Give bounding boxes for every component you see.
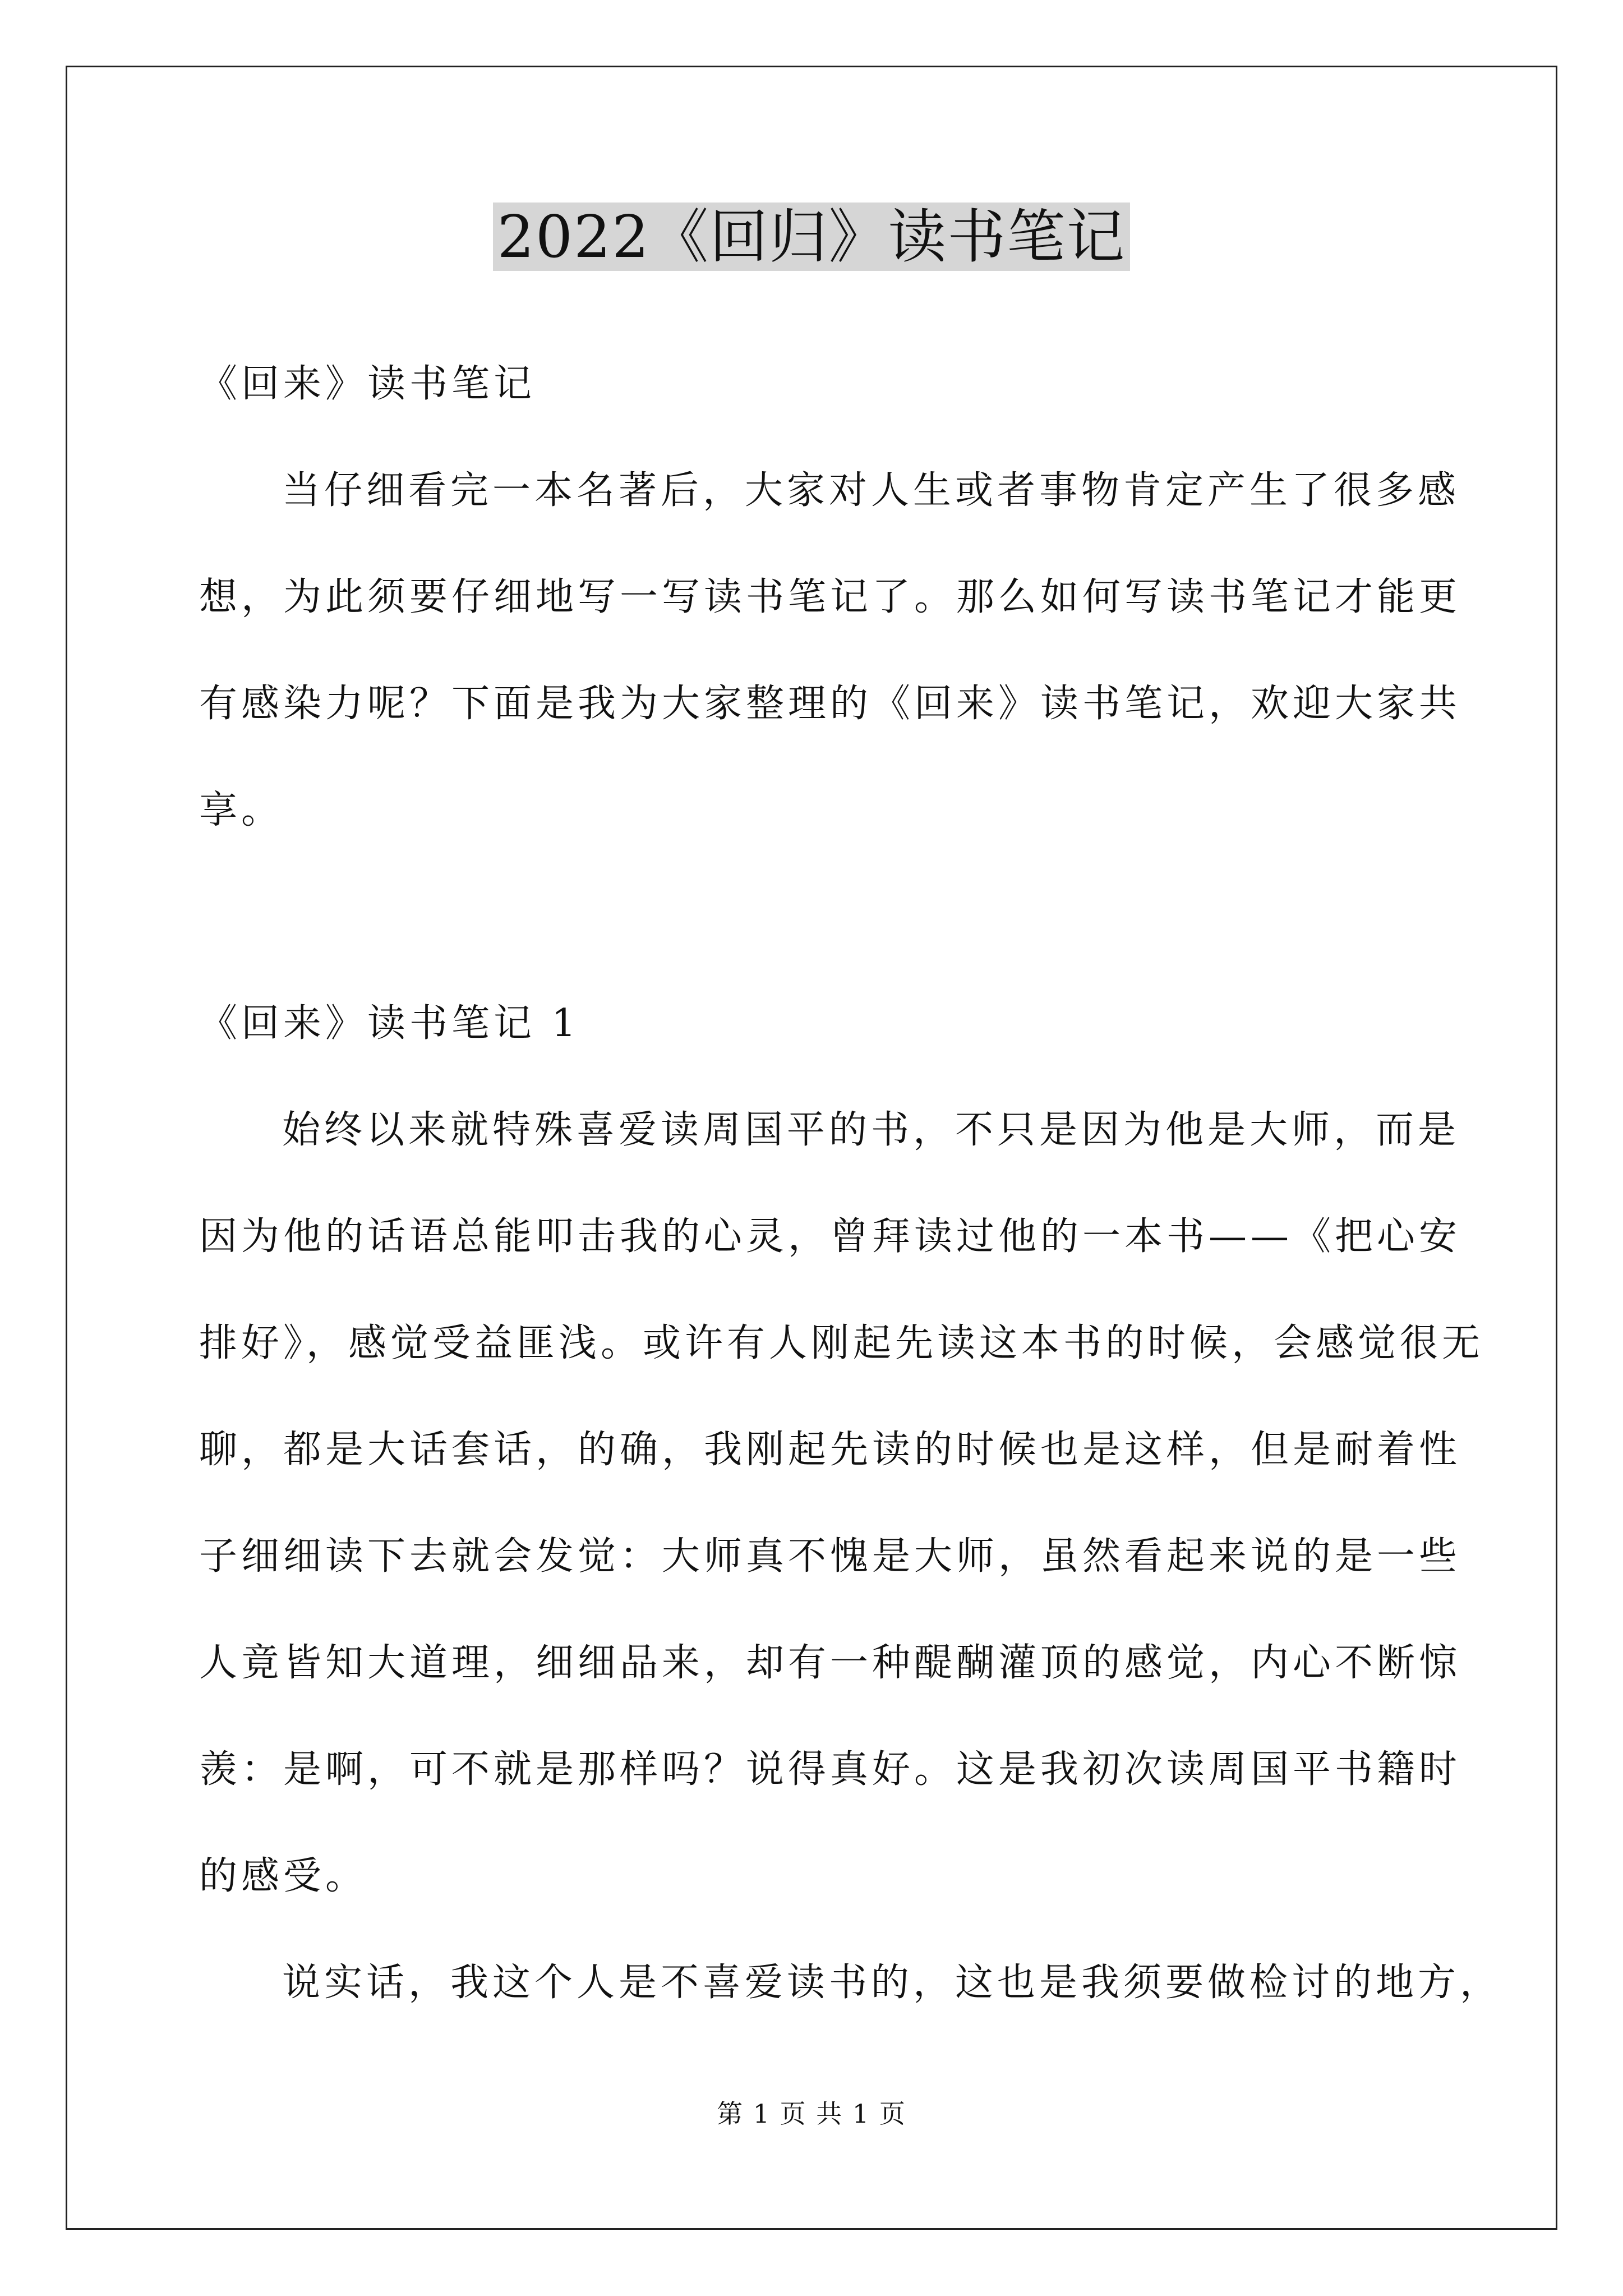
section-heading-intro: 《回来》读书笔记 (199, 362, 536, 406)
paragraph-line: 排好》，感觉受益匪浅。或许有人刚起先读这本书的时候，会感觉很无 (199, 1321, 1484, 1365)
intro-line: 当仔细看完一本名著后，大家对人生或者事物肯定产生了很多感 (282, 468, 1460, 513)
paragraph-line: 人竟皆知大道理，细细品来，却有一种醍醐灌顶的感觉，内心不断惊 (199, 1641, 1461, 1685)
paragraph-line: 聊，都是大话套话，的确，我刚起先读的时候也是这样，但是耐着性 (199, 1428, 1461, 1472)
intro-line: 有感染力呢？下面是我为大家整理的《回来》读书笔记，欢迎大家共 (199, 682, 1461, 726)
intro-line: 享。 (199, 788, 284, 832)
paragraph-line: 羡：是啊，可不就是那样吗？说得真好。这是我初次读周国平书籍时 (199, 1747, 1461, 1792)
intro-line: 想，为此须要仔细地写一写读书笔记了。那么如何写读书笔记才能更 (199, 575, 1461, 619)
document-title-text: 2022《回归》读书笔记 (493, 203, 1131, 271)
paragraph-gap (199, 864, 1433, 970)
page-footer: 第 1 页 共 1 页 (717, 2099, 906, 2129)
paragraph-line: 因为他的话语总能叩击我的心灵，曾拜读过他的一本书——《把心安 (199, 1214, 1461, 1259)
paragraph-line: 始终以来就特殊喜爱读周国平的书，不只是因为他是大师，而是 (282, 1108, 1460, 1152)
section-heading-1: 《回来》读书笔记 1 (199, 1001, 580, 1046)
paragraph-line: 说实话，我这个人是不喜爱读书的，这也是我须要做检讨的地方， (282, 1961, 1502, 2005)
document-title (0, 197, 1623, 276)
paragraph-line: 子细细读下去就会发觉：大师真不愧是大师，虽然看起来说的是一些 (199, 1534, 1461, 1579)
paragraph-line: 的感受。 (199, 1854, 368, 1898)
document-body (199, 331, 1502, 2036)
